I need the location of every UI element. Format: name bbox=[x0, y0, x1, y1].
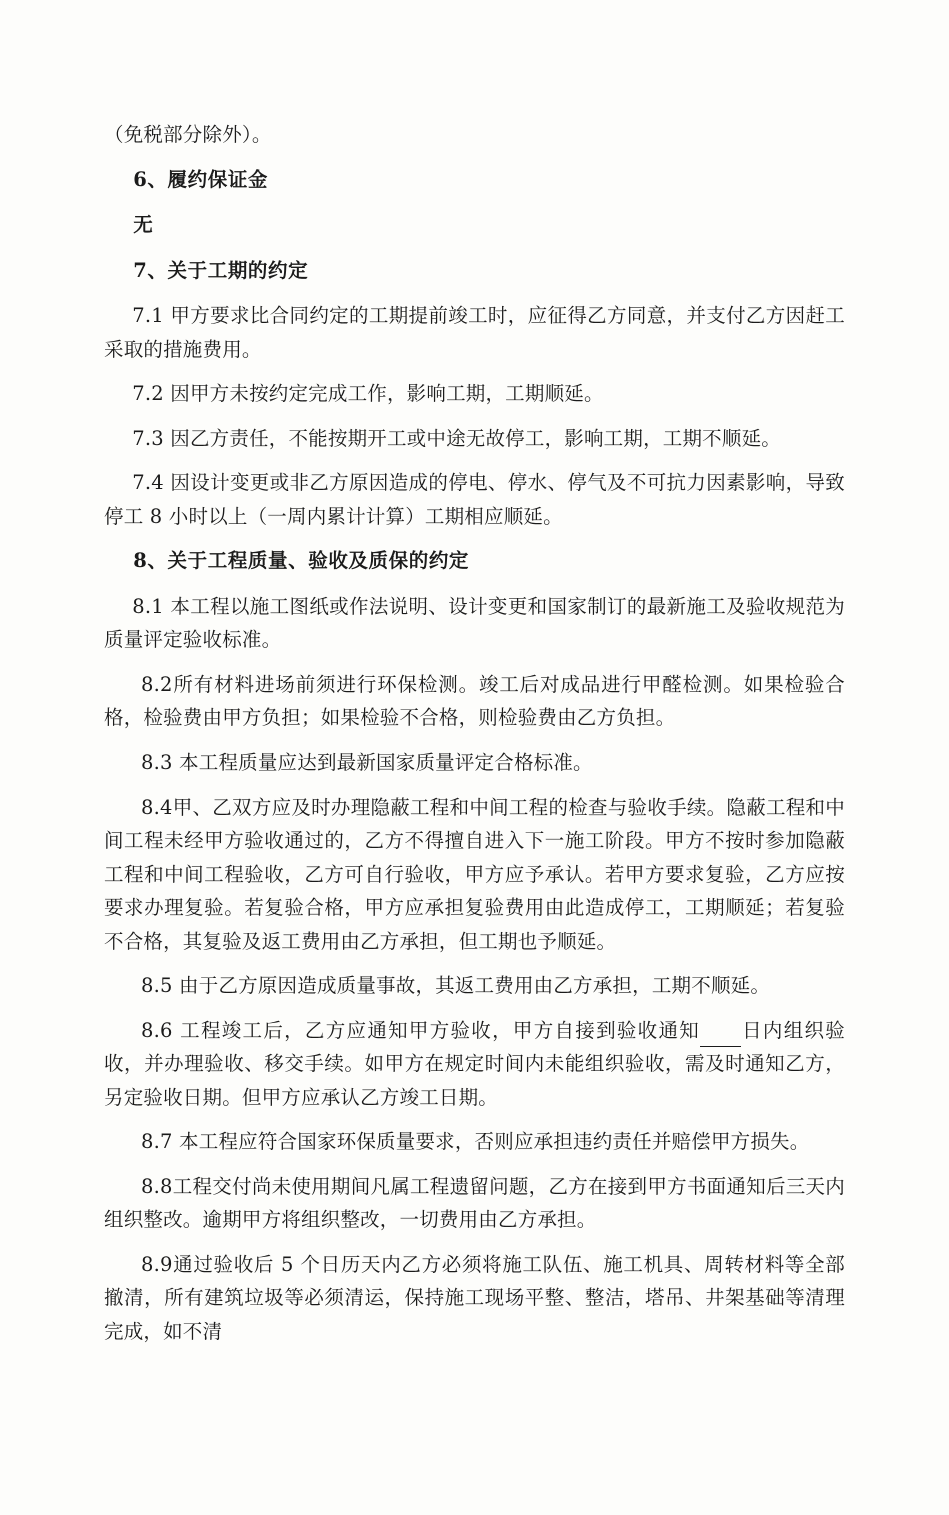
document-body bbox=[104, 118, 845, 1348]
paragraph-clause-8-1: 8.1 本工程以施工图纸或作法说明、设计变更和国家制订的最新施工及验收规范为质量评定验收标准。 bbox=[104, 594, 845, 652]
paragraph-clause-8-9: 8.9通过验收后 5 个日历天内乙方必须将施工队伍、施工机具、周转材料等全部撤清，所有建筑垃圾等必须清运，保持施工现场平整、整洁，塔吊、井架基础等清理完成，如不清 bbox=[104, 1252, 845, 1343]
paragraph-clause-7-3: 7.3 因乙方责任，不能按期开工或中途无故停工，影响工期，工期不顺延。 bbox=[132, 426, 781, 450]
heading-clause-8: 8、关于工程质量、验收及质保的约定 bbox=[133, 549, 470, 573]
paragraph-clause-7-4: 7.4 因设计变更或非乙方原因造成的停电、停水、停气及不可抗力因素影响，导致停工 8 小时以上（一周内累计计算）工期相应顺延。 bbox=[104, 471, 845, 528]
paragraph-clause-8-4: 8.4甲、乙双方应及时办理隐蔽工程和中间工程的检查与验收手续。隐蔽工程和中间工程未经甲方验收通过的，乙方不得擅自进入下一施工阶段。甲方不按时参加隐蔽工程和中间工程验收，乙方可自行验收，甲方应予承认。若甲方要求复验，乙方应按要求办理复验。若复验合格，甲方应承担复验费用由此造成停工，工期顺延；若复验不合格，其复验及返工费用由乙方承担，但工期也予顺延。 bbox=[104, 795, 845, 953]
paragraph-clause-8-5: 8.5 由于乙方原因造成质量事故，其返工费用由乙方承担，工期不顺延。 bbox=[141, 974, 771, 998]
paragraph-clause-8-2: 8.2所有材料进场前须进行环保检测。竣工后对成品进行甲醛检测。如果检验合格，检验费由甲方负担；如果检验不合格，则检验费由乙方负担。 bbox=[104, 672, 845, 730]
paragraph-tax-note: （免税部分除外）。 bbox=[104, 123, 272, 146]
paragraph-clause-7-2: 7.2 因甲方未按约定完成工作，影响工期，工期顺延。 bbox=[132, 382, 604, 406]
paragraph-clause-8-7: 8.7 本工程应符合国家环保质量要求，否则应承担违约责任并赔偿甲方损失。 bbox=[141, 1130, 810, 1154]
heading-clause-6: 6、履约保证金 bbox=[133, 167, 269, 191]
paragraph-clause-7-1: 7.1 甲方要求比合同约定的工期提前竣工时，应征得乙方同意，并支付乙方因赶工采取的措施费用。 bbox=[104, 304, 845, 361]
paragraph-clause-8-8: 8.8工程交付尚未使用期间凡属工程遗留问题，乙方在接到甲方书面通知后三天内组织整改。逾期甲方将组织整改，一切费用由乙方承担。 bbox=[104, 1174, 845, 1232]
heading-clause-7: 7、关于工期的约定 bbox=[133, 258, 309, 282]
clause-8-6-blank-field[interactable] bbox=[700, 1046, 741, 1047]
paragraph-clause-8-6 bbox=[104, 1014, 845, 1115]
clause-8-6-text-after: 日内组织验收，并办理验收、移交手续。如甲方在规定时间内未能组织验收，需及时通知乙方，另定验收日期。但甲方应承认乙方竣工日期。 bbox=[104, 1018, 845, 1109]
paragraph-clause-6-body: 无 bbox=[133, 213, 153, 237]
clause-8-6-text-before: 8.6 工程竣工后，乙方应通知甲方验收，甲方自接到验收通知 bbox=[141, 1018, 701, 1042]
paragraph-clause-8-3: 8.3 本工程质量应达到最新国家质量评定合格标准。 bbox=[141, 750, 593, 774]
